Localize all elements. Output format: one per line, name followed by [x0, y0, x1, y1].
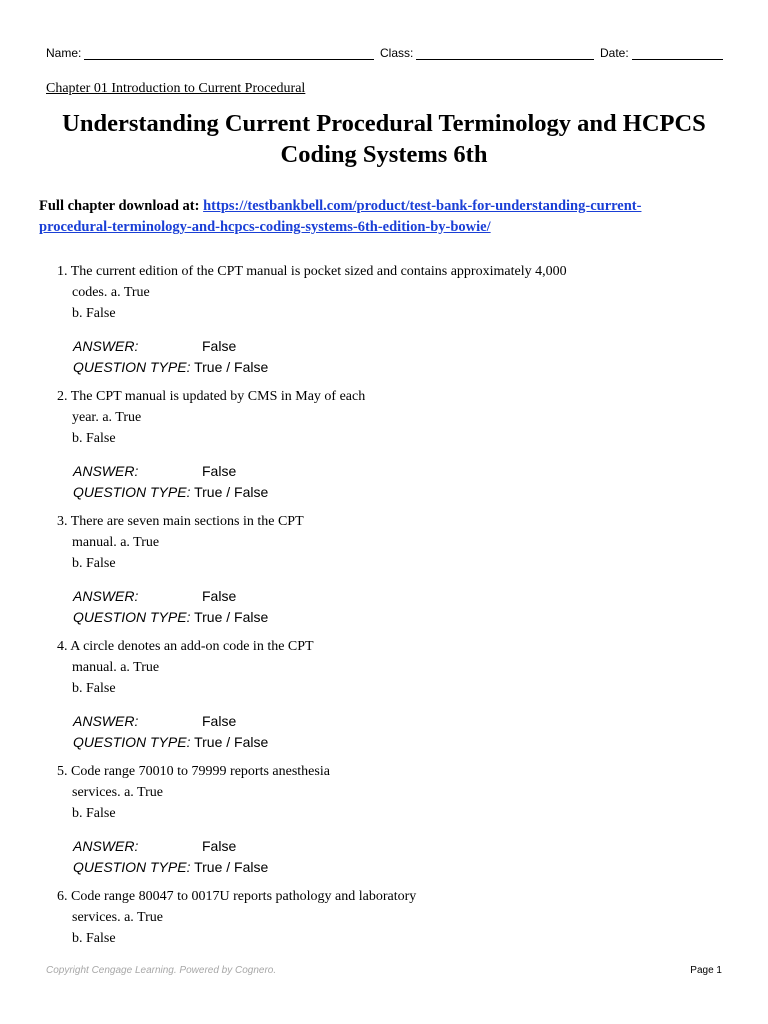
question-text	[57, 511, 657, 553]
question-line-2: manual. a. True	[72, 535, 160, 550]
download-label: Full chapter download at:	[39, 198, 204, 214]
question-4	[57, 636, 657, 699]
question-text	[57, 886, 657, 928]
chapter-heading: Chapter 01 Introduction to Current Procedural	[46, 81, 306, 96]
question-line-1: 2. The CPT manual is updated by CMS in May of each	[57, 389, 366, 404]
question-line-2: codes. a. True	[72, 285, 150, 300]
student-info-header	[46, 44, 726, 64]
name-label: Name:	[46, 46, 82, 60]
option-b: b. False	[72, 681, 116, 696]
question-line-2: services. a. True	[72, 785, 163, 800]
question-6	[57, 886, 657, 949]
answer-label: ANSWER:	[73, 588, 139, 604]
download-notice	[39, 196, 729, 238]
question-type-label: QUESTION TYPE:	[73, 734, 191, 750]
question-1-meta	[73, 336, 268, 378]
question-3-meta	[73, 586, 268, 628]
question-line-1: 1. The current edition of the CPT manual is pocket sized and contains approximately 4,000	[57, 264, 567, 279]
question-line-1: 5. Code range 70010 to 79999 reports anesthesia	[57, 764, 330, 779]
question-type-label: QUESTION TYPE:	[73, 859, 191, 875]
answer-label: ANSWER:	[73, 713, 139, 729]
date-label: Date:	[600, 46, 629, 60]
name-blank-line	[84, 59, 374, 60]
answer-value: False	[202, 588, 237, 604]
question-2	[57, 386, 657, 449]
download-link-line-1: https://testbankbell.com/product/test-bank-for-understanding-current-	[203, 198, 642, 214]
option-b: b. False	[72, 806, 116, 821]
answer-label: ANSWER:	[73, 463, 139, 479]
question-2-meta	[73, 461, 268, 503]
question-type-label: QUESTION TYPE:	[73, 359, 191, 375]
answer-label: ANSWER:	[73, 838, 139, 854]
answer-value: False	[202, 838, 237, 854]
question-type-value: True / False	[194, 734, 269, 750]
footer-copyright: Copyright Cengage Learning. Powered by Cognero.	[46, 965, 277, 976]
question-text	[57, 761, 657, 803]
question-4-meta	[73, 711, 268, 753]
class-blank-line	[416, 59, 594, 60]
option-b: b. False	[72, 556, 116, 571]
question-type-value: True / False	[194, 859, 269, 875]
question-type-label: QUESTION TYPE:	[73, 484, 191, 500]
answer-value: False	[202, 338, 237, 354]
page-title	[30, 108, 738, 170]
question-type-label: QUESTION TYPE:	[73, 609, 191, 625]
download-link-line-2: procedural-terminology-and-hcpcs-coding-systems-6th-edition-by-bowie/	[39, 219, 491, 235]
class-label: Class:	[380, 46, 414, 60]
question-line-1: 3. There are seven main sections in the CPT	[57, 514, 304, 529]
question-5-meta	[73, 836, 268, 878]
question-line-2: services. a. True	[72, 910, 163, 925]
question-type-value: True / False	[194, 484, 269, 500]
option-b: b. False	[72, 931, 116, 946]
option-b: b. False	[72, 306, 116, 321]
question-line-1: 4. A circle denotes an add-on code in the CPT	[57, 639, 314, 654]
question-line-1: 6. Code range 80047 to 0017U reports pathology and laboratory	[57, 889, 417, 904]
question-line-2: year. a. True	[72, 410, 142, 425]
title-line-1: Understanding Current Procedural Terminology and HCPCS	[62, 110, 706, 137]
answer-label: ANSWER:	[73, 338, 139, 354]
date-blank-line	[632, 59, 723, 60]
question-5	[57, 761, 657, 824]
question-text	[57, 636, 657, 678]
answer-value: False	[202, 713, 237, 729]
option-b: b. False	[72, 431, 116, 446]
page-number: Page 1	[690, 965, 722, 976]
question-type-value: True / False	[194, 359, 269, 375]
question-1	[57, 261, 617, 324]
question-text	[57, 386, 657, 428]
question-type-value: True / False	[194, 609, 269, 625]
question-3	[57, 511, 657, 574]
title-line-2: Coding Systems 6th	[280, 141, 488, 168]
question-line-2: manual. a. True	[72, 660, 160, 675]
answer-value: False	[202, 463, 237, 479]
question-text	[57, 261, 617, 303]
